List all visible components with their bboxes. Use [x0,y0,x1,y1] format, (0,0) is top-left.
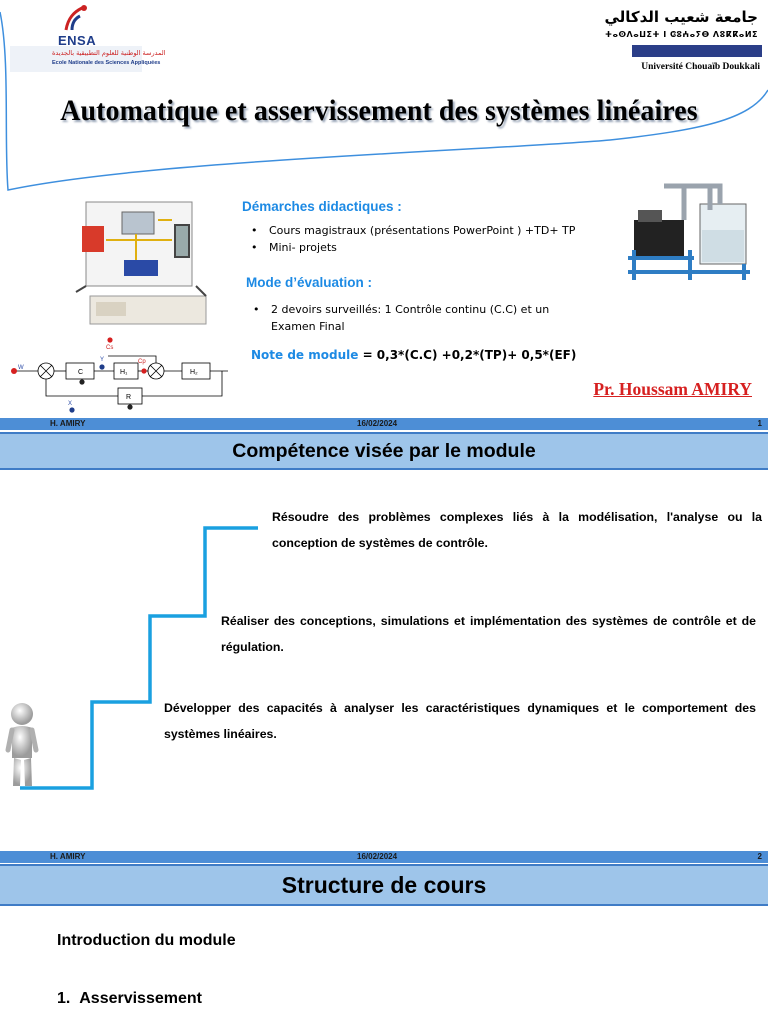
slide-2-title: Compétence visée par le module [0,432,768,470]
footer-author: H. AMIRY [50,852,86,861]
3d-person-figure [2,700,42,792]
course-section-1 [57,990,202,1008]
module-grade-formula [251,348,576,362]
lab-equipment-image [66,200,216,328]
competence-item-1: Résoudre des problèmes complexes liés à la modélisation, l'analyse ou la conception de systèmes de contrôle. [272,510,762,550]
bullet: • [253,303,260,316]
demarches-item-text: Mini- projets [269,241,337,254]
ensa-logo [10,2,166,72]
slide-1-footer [0,418,768,430]
diagram-label-W: W [18,365,24,371]
demarches-item [251,224,575,237]
footer-date: 16/02/2024 [357,419,398,428]
demarches-item [251,241,337,254]
footer-author: H. AMIRY [50,419,86,428]
bullet: • [251,241,258,254]
diagram-block-C: C [78,369,84,376]
professor-name: Pr. Houssam AMIRY [593,379,752,399]
note-label: Note de module [251,348,359,362]
bullet: • [251,224,258,237]
university-logo [604,2,764,76]
demarches-heading: Démarches didactiques : [242,199,402,214]
diagram-block-H1: H₁ [120,369,128,376]
university-arabic-name: جامعة شعيب الدكالي [604,8,758,26]
ensa-french-name: Ecole Nationale des Sciences Appliquées [52,60,161,66]
ensa-arabic-name: المدرسة الوطنية للعلوم التطبيقية بالجديدة [52,49,166,57]
diagram-node-numbers: 1 [4,334,5,335]
diagram-block-R: R [126,394,132,401]
slide-2-footer [0,851,768,863]
competence-item-3: Développer des capacités à analyser les caractéristiques dynamiques et le comportement des systèmes linéaires. [164,701,756,741]
footer-page-number: 2 [757,852,762,861]
evaluation-item [253,303,549,316]
evaluation-heading: Mode d’évaluation : [246,275,373,290]
university-french-name: Université Chouaïb Doukkali [641,62,760,72]
footer-date: 16/02/2024 [357,852,398,861]
section-title: Asservissement [79,990,202,1007]
hydraulic-bench-image [624,180,754,290]
ensa-name: ENSA [58,33,97,48]
section-number: 1. [57,990,71,1007]
course-title: Automatique et asservissement des systèmes linéaires [60,94,698,127]
diagram-label-Y: Y [100,357,105,363]
footer-page-number: 1 [757,419,762,428]
university-logo-band [632,45,762,57]
diagram-label-Cs: Cs [106,345,114,351]
note-formula: = 0,3*(C.C) +0,2*(TP)+ 0,5*(EF) [358,348,577,362]
evaluation-item-text: 2 devoirs surveillés: 1 Contrôle continu (C.C) et un [271,303,550,316]
diagram-label-Cp: Cp [138,359,146,365]
evaluation-item-continuation: Examen Final [271,320,345,333]
university-tifinagh-name: ⵜⴰⵙⴷⴰⵡⵉⵜ ⵏ ⵛⵓⵄⴰⵢⴱ ⴷⵓⴽⴽⴰⵍⵉ [604,30,758,39]
intro-heading: Introduction du module [57,932,236,949]
diagram-block-H2: H₂ [190,369,198,376]
slide-3-title: Structure de cours [0,864,768,906]
control-block-diagram [4,334,240,418]
demarches-item-text: Cours magistraux (présentations PowerPoint ) +TD+ TP [269,224,576,237]
diagram-label-X: X [68,401,73,407]
slide-1 [0,0,768,418]
competence-item-2: Réaliser des conceptions, simulations et implémentation des systèmes de contrôle et de régulation. [221,614,756,654]
